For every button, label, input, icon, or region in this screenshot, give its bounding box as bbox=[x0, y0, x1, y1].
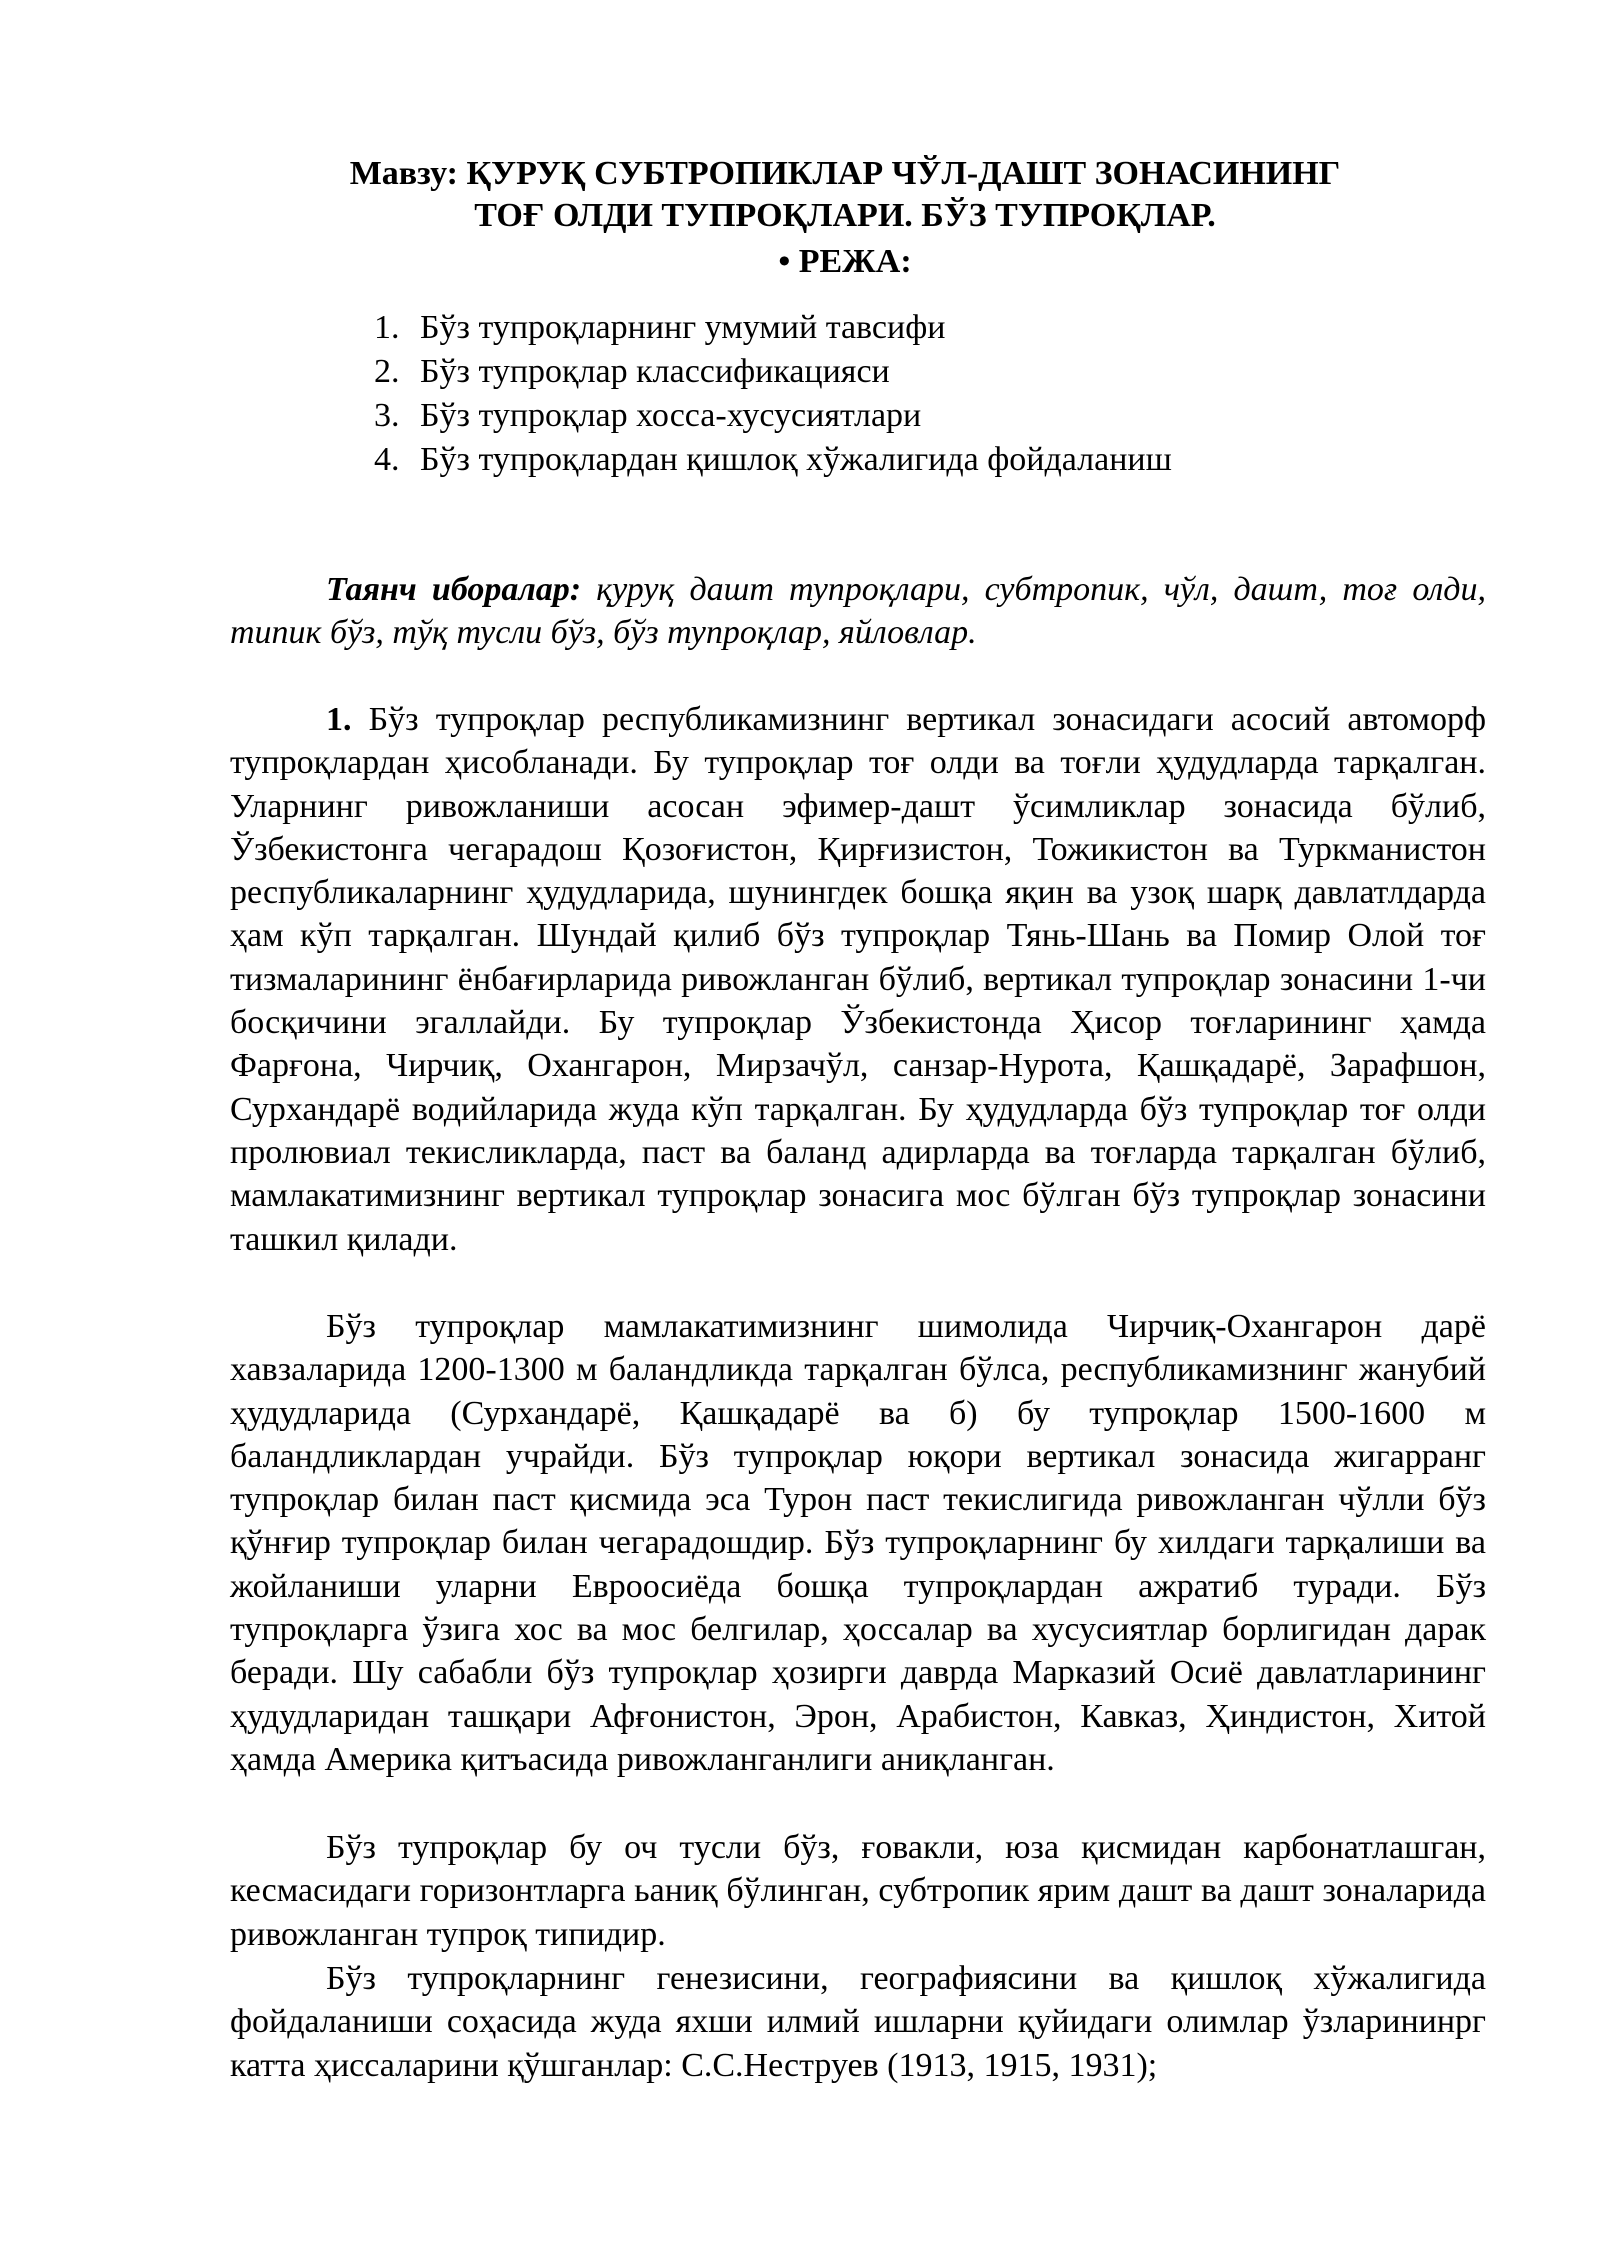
plan-item-number: 3. bbox=[374, 397, 400, 434]
paragraph-4: Бўз тупроқларнинг генезисини, географиясини ва қишлоқ хўжалигида фойдаланиши соҳасида жуда яхши илмий ишларни қуйидаги олимлар ўзларининрг катта ҳиссаларини қўшганлар: С.С.Неструев (1913, 1915, 1931); bbox=[230, 1960, 1486, 2084]
paragraph-1 bbox=[230, 698, 1486, 1261]
title-line-1: Мавзу: ҚУРУҚ СУБТРОПИКЛАР ЧЎЛ-ДАШТ ЗОНАСИНИНГ bbox=[349, 155, 1341, 192]
plan-item-text: Бўз тупроқлар хосса-хусусиятлари bbox=[420, 397, 922, 434]
plan-item bbox=[374, 438, 1172, 482]
plan-item-number: 4. bbox=[374, 441, 400, 478]
section-number: 1. bbox=[326, 701, 352, 738]
title-line-2: ТОҒ ОЛДИ ТУПРОҚЛАРИ. БЎЗ ТУПРОҚЛАР. bbox=[474, 197, 1216, 234]
plan-item bbox=[374, 350, 1172, 394]
keywords-paragraph bbox=[230, 568, 1486, 655]
plan-list bbox=[374, 306, 1172, 482]
keywords-label: Таянч иборалар: bbox=[326, 571, 582, 608]
paragraph-3: Бўз тупроқлар бу оч тусли бўз, ғовакли, юза қисмидан карбонатлашган, кесмасидаги горизонтларга ьаниқ бўлинган, субтропик ярим дашт ва дашт зоналарида ривожланган тупроқ типидир. bbox=[230, 1829, 1486, 1953]
plan-item-text: Бўз тупроқлардан қишлоқ хўжалигида фойдаланиш bbox=[420, 441, 1172, 478]
paragraph-2: Бўз тупроқлар мамлакатимизнинг шимолида Чирчиқ-Охангарон дарё хавзаларида 1200-1300 м баландликда тарқалган бўлса, республикамизнинг жанубий ҳудудларида (Сурхандарё, Қашқадарё ва б) бу тупроқлар 1500-1600 м баландликлардан учрайди. Бўз тупроқлар юқори вертикал зонасида жигарранг тупроқлар билан паст қисмида эса Турон паст текислигида ривожланган чўлли бўз қўнғир тупроқлар билан чегарадошдир. Бўз тупроқларнинг бу хилдаги тарқалиши ва жойланиши уларни Евроосиёда бошқа тупроқлардан ажратиб туради. Бўз тупроқларга ўзига хос ва мос белгилар, ҳоссалар ва хусусиятлар борлигидан дарак беради. Шу сабабли бўз тупроқлар ҳозирги даврда Марказий Осиё давлатларининг ҳудудларидан ташқари Афғонистон, Эрон, Арабистон, Кавказ, Ҳиндистон, Хитой ҳамда Америка қитъасида ривожланганлиги аниқланган. bbox=[230, 1308, 1486, 1778]
paragraph-1-text: Бўз тупроқлар республикамизнинг вертикал зонасидаги асосий автоморф тупроқлардан ҳисобланади. Бу тупроқлар тоғ олди ва тоғли ҳудудларда тарқалган. Уларнинг ривожланиши асосан эфимер-дашт ўсимликлар зонасида бўлиб, Ўзбекистонга чегарадош Қозоғистон, Қирғизистон, Тожикистон ва Туркманистон республикаларнинг ҳудудларида, шунингдек бошқа яқин ва узоқ шарқ давлатлдарда ҳам кўп тарқалган. Шундай қилиб бўз тупроқлар Тянь-Шань ва Помир Олой тоғ тизмаларининг ёнбағирларида ривожланган бўлиб, вертикал тупроқлар зонасини 1-чи босқичини эгаллайди. Бу тупроқлар Ўзбекистонда Ҳисор тоғларининг ҳамда Фарғона, Чирчиқ, Охангарон, Мирзачўл, санзар-Нурота, Қашқадарё, Зарафшон, Сурхандарё водийларида жуда кўп тарқалган. Бу ҳудудларда бўз тупроқлар тоғ олди пролювиал текисликларда, паст ва баланд адирларда ва тоғларда тарқалган бўлиб, мамлакатимизнинг вертикал тупроқлар зонасига мос бўлган бўз тупроқлар зонасини ташкил қилади. bbox=[230, 701, 1486, 1258]
plan-heading: • РЕЖА: bbox=[778, 243, 912, 280]
plan-item bbox=[374, 394, 1172, 438]
plan-item-number: 1. bbox=[374, 309, 400, 346]
plan-item-text: Бўз тупроқлар классификацияси bbox=[420, 353, 890, 390]
plan-item bbox=[374, 306, 1172, 350]
plan-item-number: 2. bbox=[374, 353, 400, 390]
plan-item-text: Бўз тупроқларнинг умумий тавсифи bbox=[420, 309, 946, 346]
keywords-text: қуруқ дашт тупроқлари, субтропик, чўл, дашт, тоғ олди, типик бўз, тўқ тусли бўз, бўз тупроқлар, яйловлар. bbox=[230, 571, 1486, 652]
